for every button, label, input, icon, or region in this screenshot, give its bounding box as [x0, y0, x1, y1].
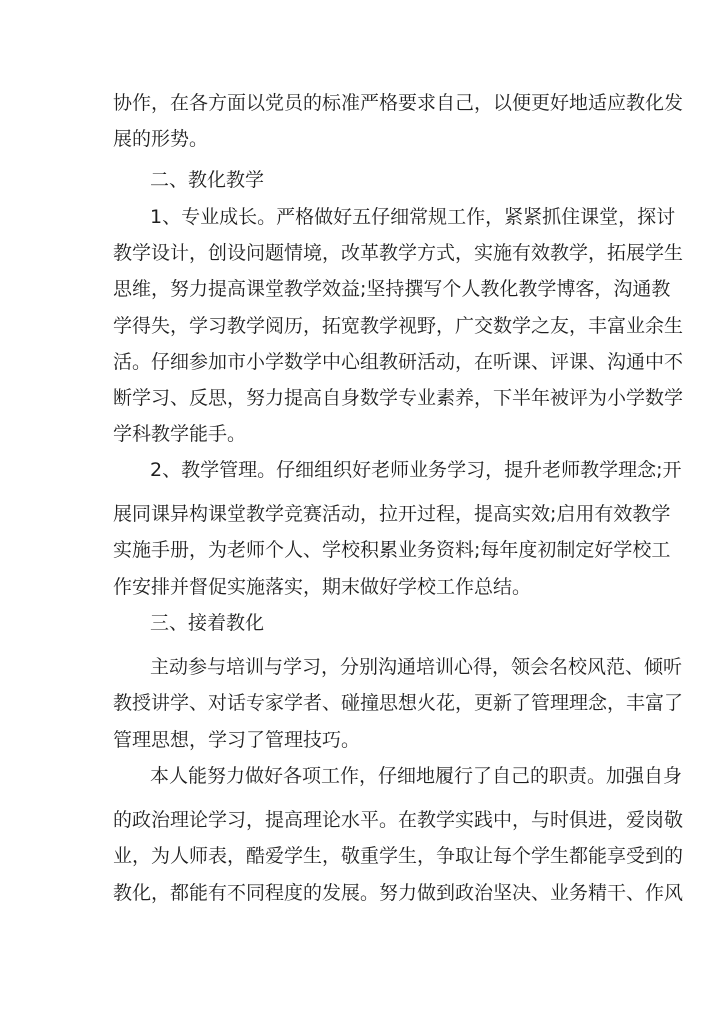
- text-line: 教授讲学、对话专家学者、碰撞思想火花，更新了管理理念，丰富了: [113, 692, 684, 714]
- text-line: 思维，努力提高课堂教学效益;坚持撰写个人教化教学博客，沟通教: [113, 278, 671, 300]
- text-line: 展同课异构课堂教学竞赛活动，拉开过程，提高实效;启用有效教学: [113, 503, 671, 525]
- text-line: 教化，都能有不同程度的发展。努力做到政治坚决、业务精干、作风: [113, 882, 684, 904]
- text-line: 学科教学能手。: [113, 423, 247, 445]
- text-line: 本人能努力做好各项工作，仔细地履行了自己的职责。加强自身: [150, 765, 683, 787]
- text-line: 管理思想，学习了管理技巧。: [113, 729, 361, 751]
- text-line: 协作，在各方面以党员的标准严格要求自己，以便更好地适应教化发: [113, 92, 684, 114]
- text-line: 展的形势。: [113, 128, 209, 150]
- text-line: 作安排并督促实施落实，期末做好学校工作总结。: [113, 576, 532, 598]
- text-line: 1、专业成长。严格做好五仔细常规工作，紧紧抓住课堂，探讨: [150, 206, 676, 228]
- text-line: 教学设计，创设问题情境，改革教学方式，实施有效教学，拓展学生: [113, 242, 684, 264]
- text-line: 学得失，学习教学阅历，拓宽教学视野，广交数学之友，丰富业余生: [113, 315, 684, 337]
- text-line: 的政治理论学习，提高理论水平。在教学实践中，与时俱进，爱岗敬: [113, 809, 684, 831]
- text-line: 断学习、反思，努力提高自身数学专业素养，下半年被评为小学数学: [113, 387, 684, 409]
- text-line: 2、教学管理。仔细组织好老师业务学习，提升老师教学理念;开: [150, 459, 682, 481]
- text-line: 主动参与培训与学习，分别沟通培训心得，领会名校风范、倾听: [150, 656, 683, 678]
- text-line: 二、教化教学: [150, 169, 265, 191]
- text-line: 实施手册，为老师个人、学校积累业务资料;每年度初制定好学校工: [113, 539, 671, 561]
- text-line: 业，为人师表，酷爱学生，敬重学生，争取让每个学生都能享受到的: [113, 845, 684, 867]
- text-line: 活。仔细参加市小学数学中心组教研活动，在听课、评课、沟通中不: [113, 351, 684, 373]
- text-line: 三、接着教化: [150, 612, 265, 634]
